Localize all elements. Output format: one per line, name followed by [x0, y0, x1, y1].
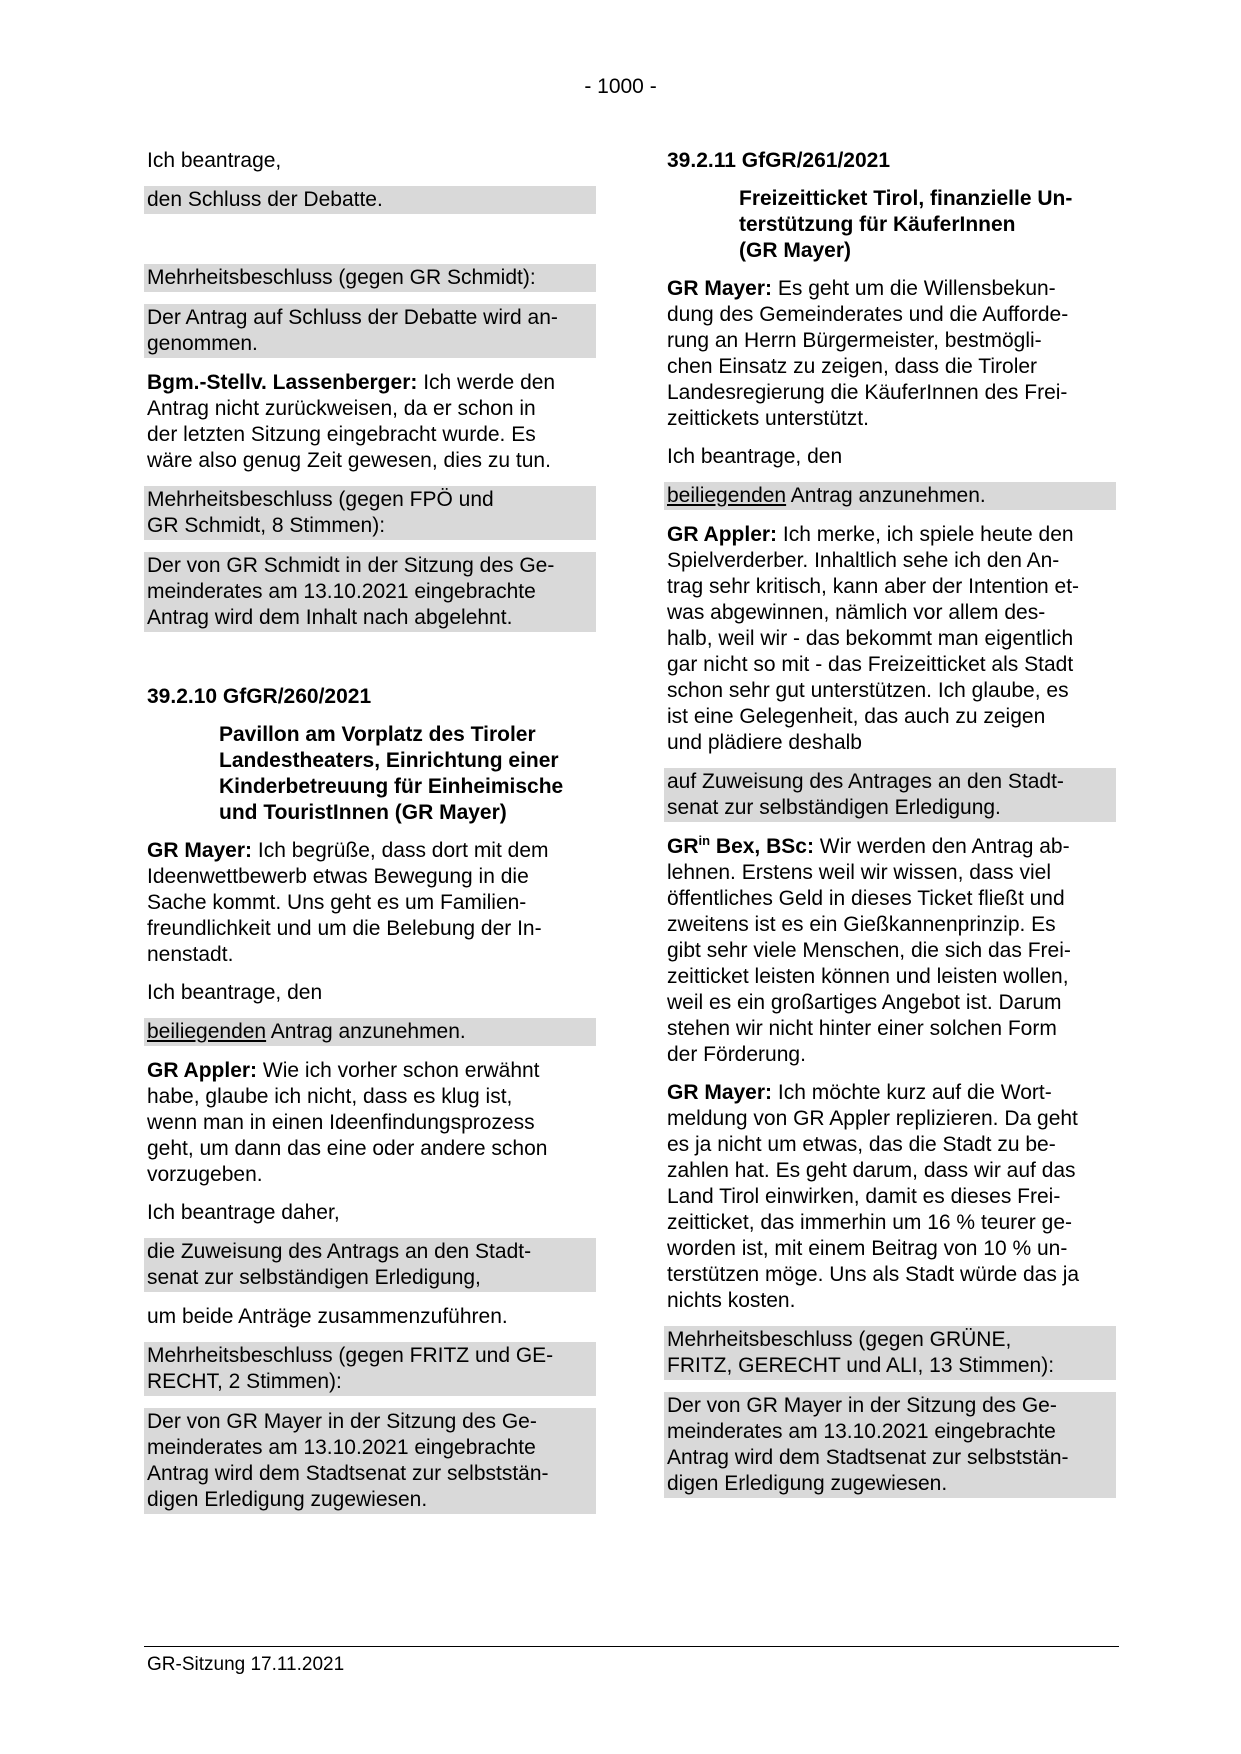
speech-paragraph: GR Appler: Ich merke, ich spiele heute den Spielverderber. Inhaltlich sehe ich den An- trag sehr kritisch, kann aber der Intention et- was abgewinnen, nämlich vor allem des- halb, weil wir - das bekommt man eigentlich gar nicht so mit - das Freizeitticket als Stadt schon sehr gut unterstützen. Ich glaube, es ist eine Gelegenheit, das auch zu zeigen und plädiere deshalb	[667, 523, 1080, 754]
agenda-reference: 39.2.10 GfGR/260/2021	[147, 685, 372, 708]
speech-paragraph: GR Mayer: Ich möchte kurz auf die Wort- meldung von GR Appler replizieren. Da geht es ja nicht um etwas, das die Stadt zu be- zahlen hat. Es geht darum, dass wir auf das Land Tirol einwirken, damit es dieses Frei- zeitticket, das immerhin um 16 % teurer ge- worden ist, mit einem Beitrag von 10 % un- terstützen möge. Uns als Stadt würde das ja nichts kosten.	[667, 1081, 1080, 1312]
motion-text: beiliegenden Antrag anzunehmen.	[664, 482, 1116, 510]
motion-intro: Ich beantrage daher,	[147, 1201, 340, 1224]
resolution-text: Der von GR Schmidt in der Sitzung des Ge- meinderates am 13.10.2021 eingebrachte Antrag wird dem Inhalt nach abgelehnt.	[144, 552, 596, 632]
speech-paragraph: GR Appler: Wie ich vorher schon erwähnt habe, glaube ich nicht, dass es klug ist, wenn man in einen Ideenfindungsprozess geht, um dann das eine oder andere schon vorzugeben.	[147, 1059, 548, 1186]
speech-paragraph: GR Mayer: Ich begrüße, dass dort mit dem Ideenwettbewerb etwas Bewegung in die Sache kommt. Uns geht es um Familien- freundlichkeit und um die Belebung der In- nenstadt.	[147, 839, 549, 966]
agenda-title: Freizeitticket Tirol, finanzielle Un- terstützung für KäuferInnen (GR Mayer)	[739, 187, 1073, 262]
footer-text: GR-Sitzung 17.11.2021	[147, 1654, 345, 1675]
motion-intro: Ich beantrage, den	[147, 981, 323, 1004]
motion-reason: um beide Anträge zusammenzuführen.	[147, 1305, 508, 1328]
speaker-name: $GR^{in}$ Bex, BSc:	[667, 833, 814, 858]
speaker-name: GR Mayer:	[147, 839, 253, 862]
speaker-name: Bgm.-Stellv. Lassenberger:	[147, 371, 418, 394]
speech-paragraph: GR Mayer: Es geht um die Willensbekun- dung des Gemeinderates und die Aufforde- rung an Herrn Bürgermeister, bestmögli- chen Einsatz zu zeigen, dass die Tiroler Landesregierung die KäuferInnen des Frei- zeittickets unterstützt.	[667, 277, 1069, 430]
right-column	[664, 148, 1116, 1510]
resolution-label: Mehrheitsbeschluss (gegen GRÜNE, FRITZ, GERECHT und ALI, 13 Stimmen):	[664, 1326, 1116, 1380]
speech-paragraph: Bgm.-Stellv. Lassenberger: Ich werde den Antrag nicht zurückweisen, da er schon in der letzten Sitzung eingebracht wurde. Es wäre also genug Zeit gewesen, dies zu tun.	[147, 371, 556, 472]
resolution-text: Der Antrag auf Schluss der Debatte wird an- genommen.	[144, 304, 596, 358]
motion-text: die Zuweisung des Antrags an den Stadt- senat zur selbständigen Erledigung,	[144, 1238, 596, 1292]
resolution-text: Der von GR Mayer in der Sitzung des Ge- meinderates am 13.10.2021 eingebrachte Antrag wird dem Stadtsenat zur selbststän- digen Erledigung zugewiesen.	[144, 1408, 596, 1514]
page-number: - 1000 -	[584, 75, 657, 98]
speaker-name: GR Appler:	[147, 1059, 258, 1082]
speaker-name: GR Appler:	[667, 523, 778, 546]
motion-text: beiliegenden Antrag anzunehmen.	[144, 1018, 596, 1046]
motion-intro: Ich beantrage,	[147, 149, 282, 172]
resolution-label: Mehrheitsbeschluss (gegen FPÖ und GR Schmidt, 8 Stimmen):	[144, 486, 596, 540]
motion-text: auf Zuweisung des Antrages an den Stadt- senat zur selbständigen Erledigung.	[664, 768, 1116, 822]
speech-paragraph: $GR^{in}$ Bex, BSc: Wir werden den Antrag ab- lehnen. Erstens weil wir wissen, dass viel öffentliches Geld in dieses Ticket fließt und zweitens ist es ein Gießkannenprinzip. Es gibt sehr viele Menschen, die sich das Frei- zeitticket leisten können und leisten wollen, weil es ein großartiges Angebot ist. Darum stehen wir nicht hinter einer solchen Form der Förderung.	[667, 833, 1071, 1066]
motion-text: den Schluss der Debatte.	[144, 186, 596, 214]
left-column	[144, 148, 596, 1526]
footer-divider	[144, 1646, 1119, 1647]
resolution-text: Der von GR Mayer in der Sitzung des Ge- meinderates am 13.10.2021 eingebrachte Antrag wird dem Stadtsenat zur selbststän- digen Erledigung zugewiesen.	[664, 1392, 1116, 1498]
agenda-title: Pavillon am Vorplatz des Tiroler Landestheaters, Einrichtung einer Kinderbetreuung für Einheimische und TouristInnen (GR Mayer)	[219, 723, 564, 824]
resolution-label: Mehrheitsbeschluss (gegen GR Schmidt):	[144, 264, 596, 292]
agenda-reference: 39.2.11 GfGR/261/2021	[667, 149, 890, 172]
speaker-name: GR Mayer:	[667, 1081, 773, 1104]
speaker-name: GR Mayer:	[667, 277, 773, 300]
motion-intro: Ich beantrage, den	[667, 445, 843, 468]
resolution-label: Mehrheitsbeschluss (gegen FRITZ und GE- RECHT, 2 Stimmen):	[144, 1342, 596, 1396]
